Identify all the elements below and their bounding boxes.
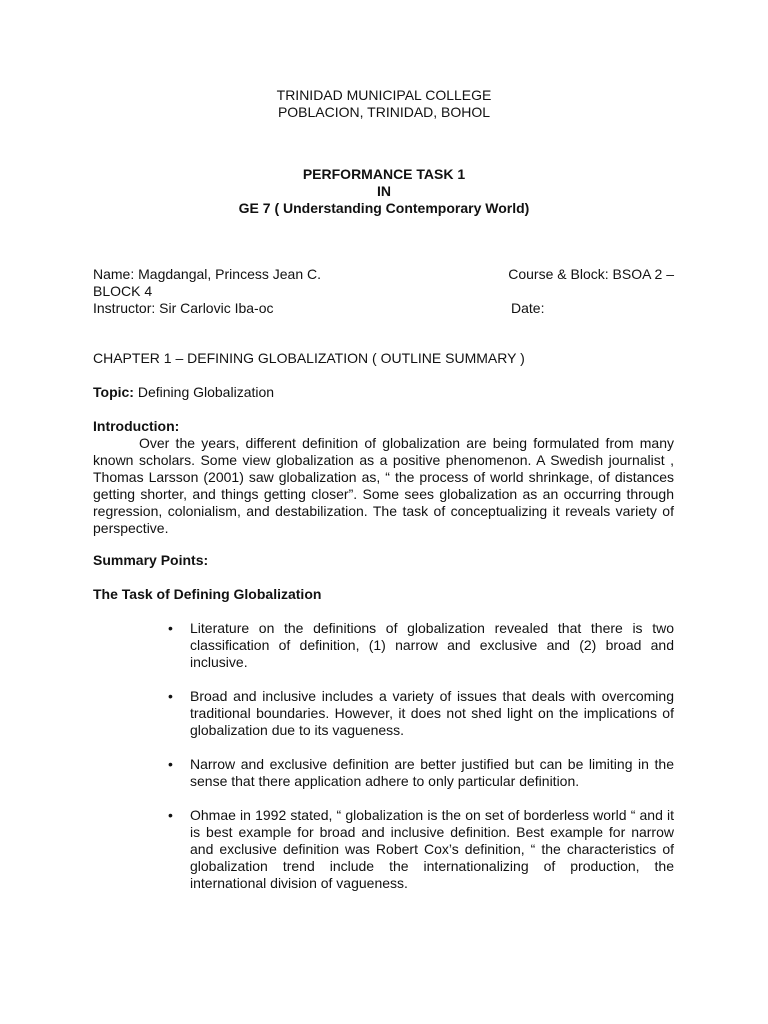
summary-heading: Summary Points: [93,552,209,568]
section-heading: The Task of Defining Globalization [93,586,322,602]
chapter-heading: CHAPTER 1 – DEFINING GLOBALIZATION ( OUTLINE SUMMARY ) [93,350,525,366]
instructor-name: Instructor: Sir Carlovic Iba-oc [93,300,274,316]
name-course-line [93,266,674,283]
bullet-text: Ohmae in 1992 stated, “ globalization is the on set of borderless world “ and it is best example for broad and inclusive definition. Best example for narrow and exclusive definition was Robert Cox’s definition, “ the characteristics of globalization trend include the internationalizing of production, the international division of vagueness. [190,807,674,891]
college-address: POBLACION, TRINIDAD, BOHOL [277,104,491,120]
topic-label: Topic: [93,384,134,400]
topic-line [93,384,674,401]
bullet-text: Broad and inclusive includes a variety of issues that deals with overcoming traditional boundaries. However, it does not shed light on the implications of globalization due to its vagueness. [190,688,674,738]
course-subject: GE 7 ( Understanding Contemporary World) [238,200,530,216]
list-item [164,756,674,790]
topic-value: Defining Globalization [133,384,275,400]
student-name: Name: Magdangal, Princess Jean C. [93,266,321,282]
block-line [93,283,674,300]
task-in: IN [377,183,391,199]
bullet-icon: • [168,756,173,772]
bullet-icon: • [168,807,173,823]
summary-bullet-list [164,620,674,892]
college-name: TRINIDAD MUNICIPAL COLLEGE [276,87,492,103]
introduction-body: Over the years, different definition of globalization are being formulated from many known scholars. Some view globalization as a positive phenomenon. A Swedish journalist , Thomas Larsson (2001) saw globalization as, “ the process of world shrinkage, of distances getting shorter, and things getting closer”. Some sees globalization as an occurring through regression, colonialism, and destabilization. The task of conceptualizing it reveals variety of perspective. [93,435,674,536]
list-item [164,807,674,892]
date-label: Date: [511,300,545,316]
bullet-text: Literature on the definitions of globalization revealed that there is two classification of definition, (1) narrow and exclusive and (2) broad and inclusive. [190,620,674,670]
list-item [164,620,674,671]
block-value: BLOCK 4 [93,283,153,299]
bullet-text: Narrow and exclusive definition are better justified but can be limiting in the sense that there application adhere to only particular definition. [190,756,674,789]
introduction-heading: Introduction: [93,418,180,434]
task-title: PERFORMANCE TASK 1 [302,166,466,182]
course-block: Course & Block: BSOA 2 – [508,266,674,282]
list-item [164,688,674,739]
bullet-icon: • [168,688,173,704]
instructor-line [93,300,674,317]
bullet-icon: • [168,620,173,636]
